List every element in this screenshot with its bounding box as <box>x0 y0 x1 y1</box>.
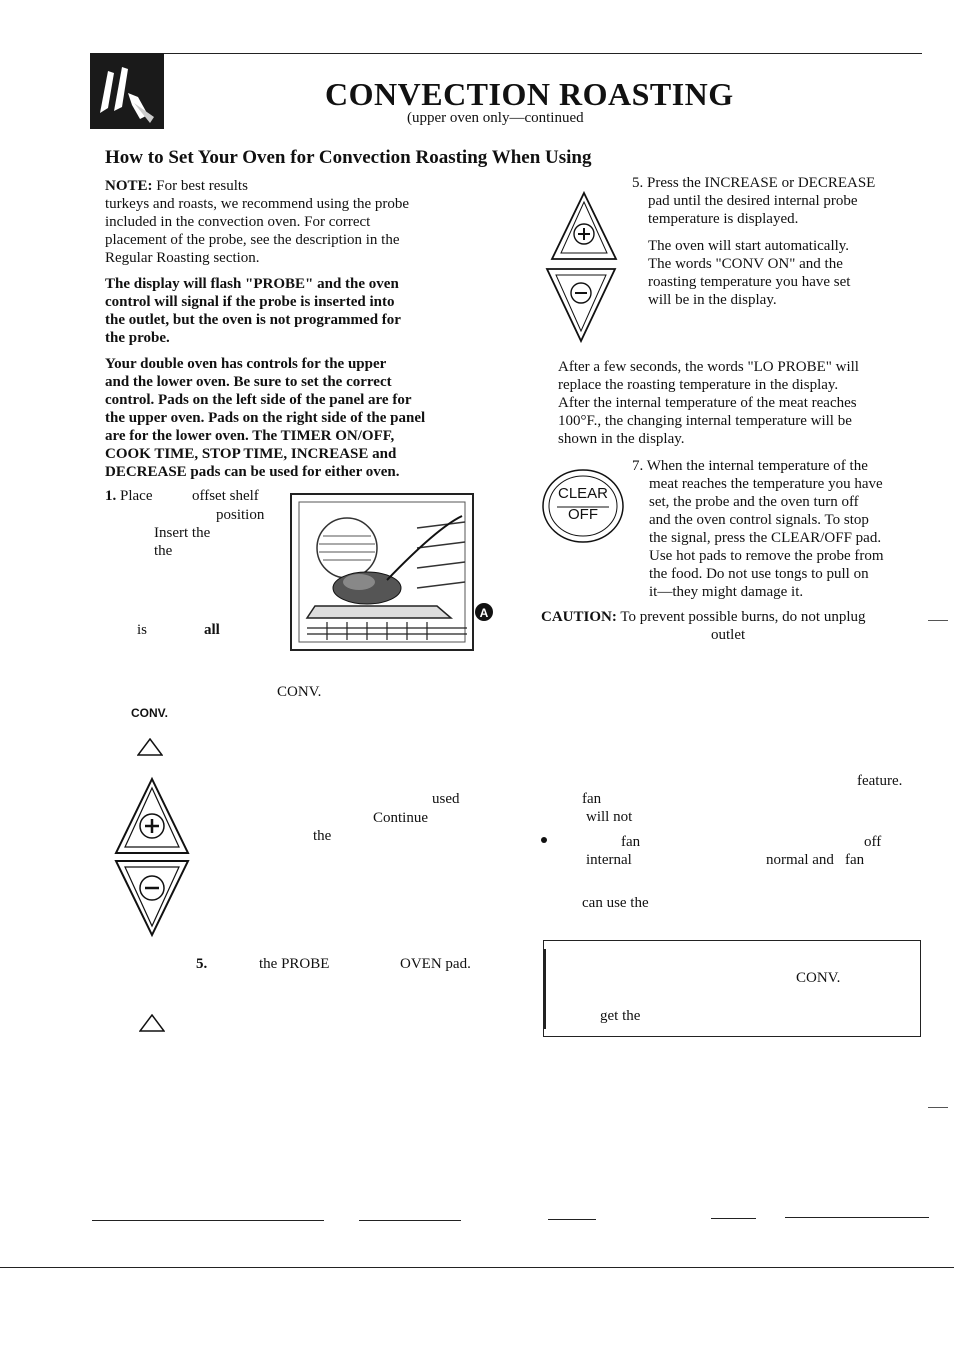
warning-line: the probe. <box>105 330 170 346</box>
fragment-text: feature. <box>857 773 903 789</box>
figure-badge: A <box>479 606 489 620</box>
oven-start-line: The words "CONV ON" and the <box>648 256 843 272</box>
after-line: After a few seconds, the words "LO PROBE" will <box>558 359 859 375</box>
decrease-pad-icon <box>543 265 619 350</box>
note-label: NOTE: <box>105 178 153 194</box>
step-number: 1. <box>105 488 117 504</box>
note-line <box>105 177 248 195</box>
step-number: 5. <box>196 956 208 972</box>
warning-line: control will signal if the probe is inserted into <box>105 294 395 310</box>
step7-line: it—they might damage it. <box>649 584 804 600</box>
step7-line: set, the probe and the oven turn off <box>649 494 859 510</box>
step7-line: and the oven control signals. To stop <box>649 512 869 528</box>
page-bottom-rule <box>0 1267 954 1268</box>
fragment-text: internal <box>586 852 632 868</box>
oven-start-line: The oven will start automatically. <box>648 238 850 254</box>
step-line: 5. Press the INCREASE or DECREASE <box>632 175 876 191</box>
clear-off-pad <box>541 468 625 544</box>
page-subtitle: (upper oven only—continued <box>407 110 584 126</box>
off-label: OFF <box>568 506 598 523</box>
the-word: the <box>313 828 332 844</box>
after-line: After the internal temperature of the meat reaches <box>558 395 857 411</box>
edge-mark <box>928 1107 948 1108</box>
decrease-pad-icon <box>113 858 191 943</box>
step-text: the PROBE <box>259 956 330 972</box>
oven-start-line: will be in the display. <box>648 292 777 308</box>
fragment-text: off <box>864 834 882 850</box>
caution-outlet: outlet <box>711 627 746 643</box>
step-text: the <box>154 543 173 559</box>
step-text: offset shelf <box>192 488 259 504</box>
note-box <box>543 940 921 1037</box>
step-text: is <box>137 622 148 638</box>
warning-triangle-icon <box>139 1014 165 1037</box>
footer-rule <box>92 1220 324 1221</box>
step-text: Insert the <box>154 525 211 541</box>
step-line: pad until the desired internal probe <box>648 193 858 209</box>
step7-line: meat reaches the temperature you have <box>649 476 883 492</box>
caution-line <box>541 608 866 626</box>
caution-label: CAUTION: <box>541 609 617 625</box>
note-text: For best results <box>152 178 248 194</box>
used-word: used <box>432 791 460 807</box>
bullet-dot <box>541 837 547 843</box>
after-line: 100°F., the changing internal temperature will be <box>558 413 852 429</box>
step7-line: Use hot pads to remove the probe from <box>649 548 884 564</box>
fragment-text: can use the <box>582 895 649 911</box>
header-top-rule <box>90 53 922 54</box>
fragment-text: fan <box>582 791 602 807</box>
double-oven-line: COOK TIME, STOP TIME, INCREASE and <box>105 446 397 462</box>
section-heading: How to Set Your Oven for Convection Roasting When Using <box>105 147 592 168</box>
footer-rule <box>785 1217 929 1218</box>
step-text: position <box>216 507 265 523</box>
caution-text: To prevent possible burns, do not unplug <box>616 609 866 625</box>
note-line: placement of the probe, see the description in the <box>105 232 400 248</box>
step-text: Place <box>120 488 153 504</box>
note-line: turkeys and roasts, we recommend using the probe <box>105 196 410 212</box>
step-text: OVEN pad. <box>400 956 471 972</box>
increase-pad-icon <box>113 776 191 861</box>
after-line: replace the roasting temperature in the display. <box>558 377 839 393</box>
double-oven-line: control. Pads on the left side of the panel are for <box>105 392 412 408</box>
step-text: all <box>204 622 220 638</box>
note-line: included in the convection oven. For correct <box>105 214 371 230</box>
warning-triangle-icon <box>137 738 163 761</box>
double-oven-line: DECREASE pads can be used for either oven. <box>105 464 400 480</box>
footer-rule <box>548 1219 596 1220</box>
note-line: Regular Roasting section. <box>105 250 260 266</box>
step7-line: 7. When the internal temperature of the <box>632 458 868 474</box>
fragment-text: will not <box>586 809 633 825</box>
warning-line: The display will flash "PROBE" and the oven <box>105 276 399 292</box>
after-line: shown in the display. <box>558 431 685 447</box>
continue-word: Continue <box>373 810 428 826</box>
warning-line: the outlet, but the oven is not programmed for <box>105 312 401 328</box>
double-oven-line: the upper oven. Pads on the right side of the panel <box>105 410 426 426</box>
box-text: CONV. <box>796 970 841 986</box>
increase-pad-icon <box>549 190 619 267</box>
footer-rule <box>359 1220 461 1221</box>
fragment-text: fan <box>621 834 641 850</box>
conv-word: CONV. <box>277 684 322 700</box>
step7-line: the signal, press the CLEAR/OFF pad. <box>649 530 882 546</box>
edge-mark <box>928 620 948 621</box>
step7-line: the food. Do not use tongs to pull on <box>649 566 869 582</box>
appliance-logo-icon <box>90 53 164 129</box>
footer-rule <box>711 1218 756 1219</box>
clear-label: CLEAR <box>557 485 609 502</box>
box-left-bar <box>544 949 546 1029</box>
fragment-text: normal and <box>766 852 834 868</box>
double-oven-line: Your double oven has controls for the upper <box>105 356 387 372</box>
box-text: get the <box>600 1008 641 1024</box>
page-title: CONVECTION ROASTING <box>325 76 734 112</box>
conv-pad-label: CONV. <box>131 706 168 720</box>
step-line: temperature is displayed. <box>648 211 799 227</box>
double-oven-line: and the lower oven. Be sure to set the correct <box>105 374 392 390</box>
oven-start-line: roasting temperature you have set <box>648 274 851 290</box>
double-oven-line: are for the lower oven. The TIMER ON/OFF, <box>105 428 395 444</box>
oven-probe-illustration <box>287 488 497 668</box>
fragment-text: fan <box>845 852 865 868</box>
